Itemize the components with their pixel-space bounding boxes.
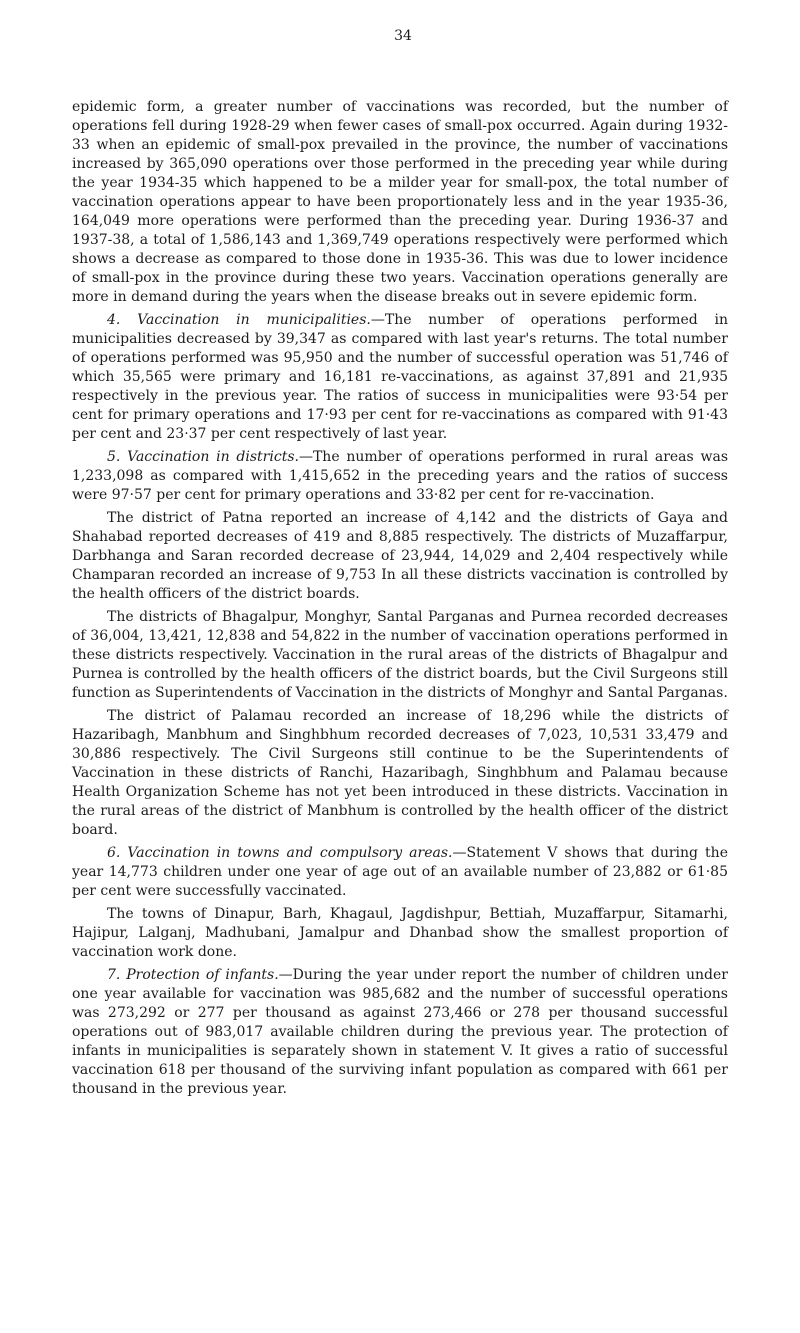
- paragraph-text: —The number of operations performed in rural areas was 1,233,098 as compared with 1,415,652 in the preceding years and the ratios of success were 97·57 per cent for primary operations and 33·82 per cent for re-vaccination.: [72, 449, 729, 503]
- paragraph-vaccination-municipalities: [72, 311, 728, 444]
- paragraph-text: —During the year under report the number of children under one year available for vaccination was 985,682 and the number of successful operations was 273,292 or 277 per thousand as against 273,466 or 278 per thousand successful operations out of 983,017 available children during the previous year. The protection of infants in municipalities is separately shown in statement V. It gives a ratio of successful vaccination 618 per thousand of the surviving infant population as compared with 661 per thousand in the previous year.: [72, 967, 728, 1097]
- section-heading: 4. Vaccination in municipalities.: [107, 312, 371, 328]
- section-heading: 7. Protection of infants.: [107, 967, 279, 983]
- paragraph-text: The districts of Bhagalpur, Monghyr, Santal Parganas and Purnea recorded decreases of 36,004, 13,421, 12,838 and 54,822 in the number of vaccination operations performed in these districts respectively. Vaccination in the rural areas of the districts of Bhagalpur and Purnea is controlled by the health officers of the district boards, but the Civil Surgeons still function as Superintendents of Vaccination in the districts of Monghyr and Santal Parganas.: [72, 609, 728, 701]
- paragraph-text: The district of Patna reported an increase of 4,142 and the districts of Gaya and Shahabad reported decreases of 419 and 8,885 respectively. The districts of Muzaffarpur, Darbhanga and Saran recorded decrease of 23,944, 14,029 and 2,404 respectively while Champaran recorded an increase of 9,753 In all these districts vaccination is controlled by the health officers of the district boards.: [72, 510, 728, 602]
- paragraph-text: The towns of Dinapur, Barh, Khagaul, Jagdishpur, Bettiah, Muzaffarpur, Sitamarhi, Hajipur, Lalganj, Madhubani, Jamalpur and Dhanbad show the smallest proportion of vaccination work done.: [72, 906, 728, 960]
- paragraph-vaccination-districts: [72, 448, 728, 505]
- page-number: 34: [394, 28, 412, 44]
- section-heading: 6. Vaccination in towns and compulsory areas.: [107, 845, 453, 861]
- paragraph-text: —Statement V shows that during the year 14,773 children under one year of age out of an available number of 23,882 or 61·85 per cent were successfully vaccinated.: [72, 845, 728, 899]
- document-page: [72, 28, 728, 1103]
- paragraph-bhagalpur-districts: [72, 608, 728, 703]
- paragraph-patna-gaya-districts: [72, 509, 728, 604]
- paragraph-epidemic-continuation: [72, 98, 728, 307]
- section-heading: 5. Vaccination in districts.: [107, 449, 299, 465]
- paragraph-towns-compulsory-areas: [72, 844, 728, 901]
- paragraph-protection-of-infants: [72, 966, 728, 1099]
- paragraph-text: —The number of operations performed in municipalities decreased by 39,347 as compared with last year's returns. The total number of operations performed was 95,950 and the number of successful operation was 51,746 of which 35,565 were primary and 16,181 re-vaccinations, as against 37,891 and 21,935 respectively in the previous year. The ratios of success in municipalities were 93·54 per cent for primary operations and 17·93 per cent for re-vaccinations as compared with 91·43 per cent and 23·37 per cent respectively of last year.: [72, 312, 728, 442]
- paragraph-palamau-districts: [72, 707, 728, 840]
- paragraph-text: epidemic form, a greater number of vaccinations was recorded, but the number of operations fell during 1928-29 when fewer cases of small-pox occurred. Again during 1932-33 when an epidemic of small-pox prevailed in the province, the number of vaccinations increased by 365,090 operations over those performed in the preceding year while during the year 1934-35 which happened to be a milder year for small-pox, the total number of vaccination operations appear to have been proportionately less and in the year 1935-36, 164,049 more operations were performed than the preceding year. During 1936-37 and 1937-38, a total of 1,586,143 and 1,369,749 operations respectively were performed which shows a decrease as compared to those done in 1935-36. This was due to lower incidence of small-pox in the province during these two years. Vaccination operations generally are more in demand during the years when the disease breaks out in severe epidemic form.: [72, 99, 728, 305]
- paragraph-smallest-proportion-towns: [72, 905, 728, 962]
- paragraph-text: The district of Palamau recorded an increase of 18,296 while the districts of Hazaribagh, Manbhum and Singhbhum recorded decreases of 7,023, 10,531 33,479 and 30,886 respectively. The Civil Surgeons still continue to be the Superintendents of Vaccination in these districts of Ranchi, Hazaribagh, Singhbhum and Palamau because Health Organization Scheme has not yet been introduced in these districts. Vaccination in the rural areas of the district of Manbhum is controlled by the health officer of the district board.: [72, 708, 728, 838]
